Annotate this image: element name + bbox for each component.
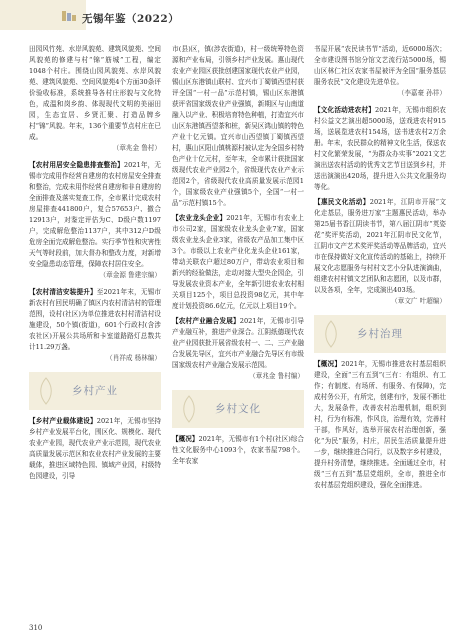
section-heading: 【农村产业融合发展】 — [172, 317, 240, 325]
header-ornament-icon — [62, 11, 76, 21]
paragraph: 田园风竹苑、水岸风貌苑、建筑风貌苑、空间风貌苑的修建与村“锦”筋城”工程，编定1048个村庄。围绕山园风貌苑、水岸风貌苑、建筑风貌苑、空间风貌苑4个方面30条评价验收标准，系统推导各村庄形貌与文化特色，成温和岗乡韵、体现现代文明的美丽田园，生态宜居、乡贤汇聚、打造品牌乡村“锦”风貌。年末，136个重要节点村庄在已成。 — [29, 45, 161, 141]
yearbook-title: 无锡年鉴（2022） — [82, 13, 180, 25]
paragraph: 2021年，无锡市推进农村基层组织建设，全面“三有五到”(三有：有组织、有工作；有制度、有场所、有服务、有保障)，完成村务公开，有所完，创建有序，发展不断壮大，发展条件，改善农村治理机制，组织到村，行为有标准，作风良，治理有效，完善村干部，作风好，选举开展农村治理创新，强化“为民”服务，村庄，居民生活质量提升进一步，继续推进合同行，以及数字乡村建设，提升村务清楚，继续推进。全面通过全市，村级“三有五到”基层党组织，全市，推进全市农村基层党组织建设，强化全面推进。 — [314, 360, 446, 489]
banner-title: 乡村治理 — [357, 327, 403, 340]
paragraph: 2021年，无锡市有1个村(社区)综合性文化服务中心1093个，农家书屋798个。全年农家 — [172, 435, 304, 465]
source-note: （章金源 鲁建宗编） — [99, 271, 161, 279]
section-banner-governance — [314, 315, 446, 353]
section-heading: 【乡村产业载体建设】 — [29, 417, 97, 425]
section-heading: 【惠民文化活动】 — [314, 198, 370, 206]
paragraph: 书屋开展“农民读书节”活动，近6000场次；全市建设图书馆分馆文艺流行站5000场，锡山区林仁社区农家书屋被评为全国“服务基层服务农民”文化建设先进单位。 — [314, 45, 446, 86]
section-heading: 【文化活动进农村】 — [314, 106, 375, 114]
leaf-ornament-icon — [37, 376, 55, 406]
banner-title: 乡村文化 — [215, 402, 261, 415]
source-note: （章兆金 鲁村） — [112, 144, 161, 152]
paragraph: 2021年，无锡市组织农村公益文艺演出超5000场，送戏进农村915场，送展览进农村154场，送书进农村2万余册。年末，农民群众的精神文化生活，保送农村文化繁荣发展，“为群众办实事”2021文艺演出送农村活动的优秀文艺节目送到乡村，并送出演演出420场，提升进入公共文化服务均等化。 — [314, 106, 446, 191]
page-header — [0, 0, 468, 34]
paragraph: 2021年，无锡市引导产业融互补，推进产业深合。江阴纸德现代农业产业园获批开展省级农村一、二、三产业融合发展先导区，宜兴市产业融合先导区有市级国家级农村产业融合发展示范园。 — [172, 317, 304, 369]
section-banner-industry — [29, 372, 161, 410]
column-1 — [29, 44, 161, 482]
banner-title: 乡村产业 — [72, 384, 118, 397]
page-number: 310 — [29, 624, 43, 632]
source-note: （李嘉豪 孙祥） — [397, 89, 446, 97]
leaf-ornament-icon — [322, 319, 340, 349]
paragraph: 2021年，无锡市坚持乡村产业发展平台化，围区化、规模化、现代农业产业园，现代农业产业示范园，现代农业高质量发展示范区和农业农村产业发展的主要载体，推进区域特色园、镇域产业园，村级特色园建设，引导 — [29, 417, 161, 480]
column-2 — [172, 44, 304, 467]
column-3 — [314, 44, 446, 491]
section-heading: 【概况】 — [172, 435, 199, 443]
section-heading: 【农业龙头企业】 — [172, 214, 227, 222]
source-note: （章兆金 鲁村编） — [249, 372, 304, 380]
paragraph: 2021年，江阴市开展“文化走基层，服务进万家”主题惠民活动，举办第25届书香江阴读书节，第八届江阴市“英姿花”奖评奖活动，2021年江阴市民文化节，江阴市文产艺术奖评奖活动等品牌活动，宜兴市在保持做好文化宣传活动的基础上，持续开展文化志愿服务与村村文艺小分队进演滴曲，组建农村村镇文艺团队和志愿团，以及市群，以及各项，全年，完成演出403场。 — [314, 198, 446, 294]
section-heading: 【农村清洁安装提升】 — [29, 288, 97, 296]
paragraph: 市(县)区，镇(涉农街道)，村一级统筹特色资源和产业布局，引领乡村产业发展。惠山现代农业产业园区获批创建国家现代农业产业园，锡山区东港镇山联村、宜兴市丁蜀镇西望村获评全国“一村一品”示范村镇，锡山区东港镇获评省国家级农业产业强镇，新期区与山南道融入以产业、积极培育特色种植，打造宜兴市山区东港镇西望茶和桩，新吴区鸿山镇的特色产业十亿元镇。宜兴市山西望镇丁蜀镇西望村，惠山区阳山镇桃源村被认定为全国乡村特色产业十亿元村，至年末，全市累计获批国家级现代农业产业园2个，省级现代农业产业示范园2个，省级现代农业高质量发展示范园1个，国家级农业产业强镇5个，全国“一村一品”示范村镇15个。 — [172, 45, 304, 207]
leaf-ornament-icon — [180, 394, 198, 424]
source-note: （章文广 叶超编） — [391, 297, 446, 305]
paragraph: 至2021年末，无锡市新农村有回民明确了镇区内农村清洁村的管理范围，设村(社区)为单位推进农村村清洁村设施建设，50个镇(街道)，601个行政村(含涉农社区)开展公共场所和卡室道路路灯总数共计11.29万盏。 — [29, 288, 161, 351]
section-banner-culture — [172, 390, 304, 428]
source-note: （肖祥成 杨林编） — [106, 354, 161, 362]
paragraph: 2021年，无锡市有农业上市公司2家，国家级农业龙头企业7家，国家级农业龙头企业3家，省级农产品加工集中区3个。市级以上农业产业化龙头企业161家，带动关联农户超过80万户，带动农业项目和新兴的经验做法，走动对接大型央企园企，引导发展农业资本产业，全年新引进农业农村相关项目125个，项目总投资98亿元，其中年度计划投资86.6亿元，亿元以上项目19个。 — [172, 214, 304, 310]
section-heading: 【农村用居安全隐患排查整治】 — [29, 161, 124, 169]
paragraph: 2021年，无锡市完成用作经营自建房的农村房屋安全排查和整治，完成未用作经营自建房和非自建房的全面排查及落实复查工作，全市累计完成农村房屋排查441800户，复合57653户、撤合12913户，对鉴定评估为C、D级户数1197户，完成解危整治1137户，其中312户D级危房全面完成解危整治。实行季节性和灾害性天气等时段前，加大督办和整改力度，对新增安全隐患动态管理，保障农村居住安全。 — [29, 161, 161, 268]
section-heading: 【概况】 — [314, 360, 342, 368]
